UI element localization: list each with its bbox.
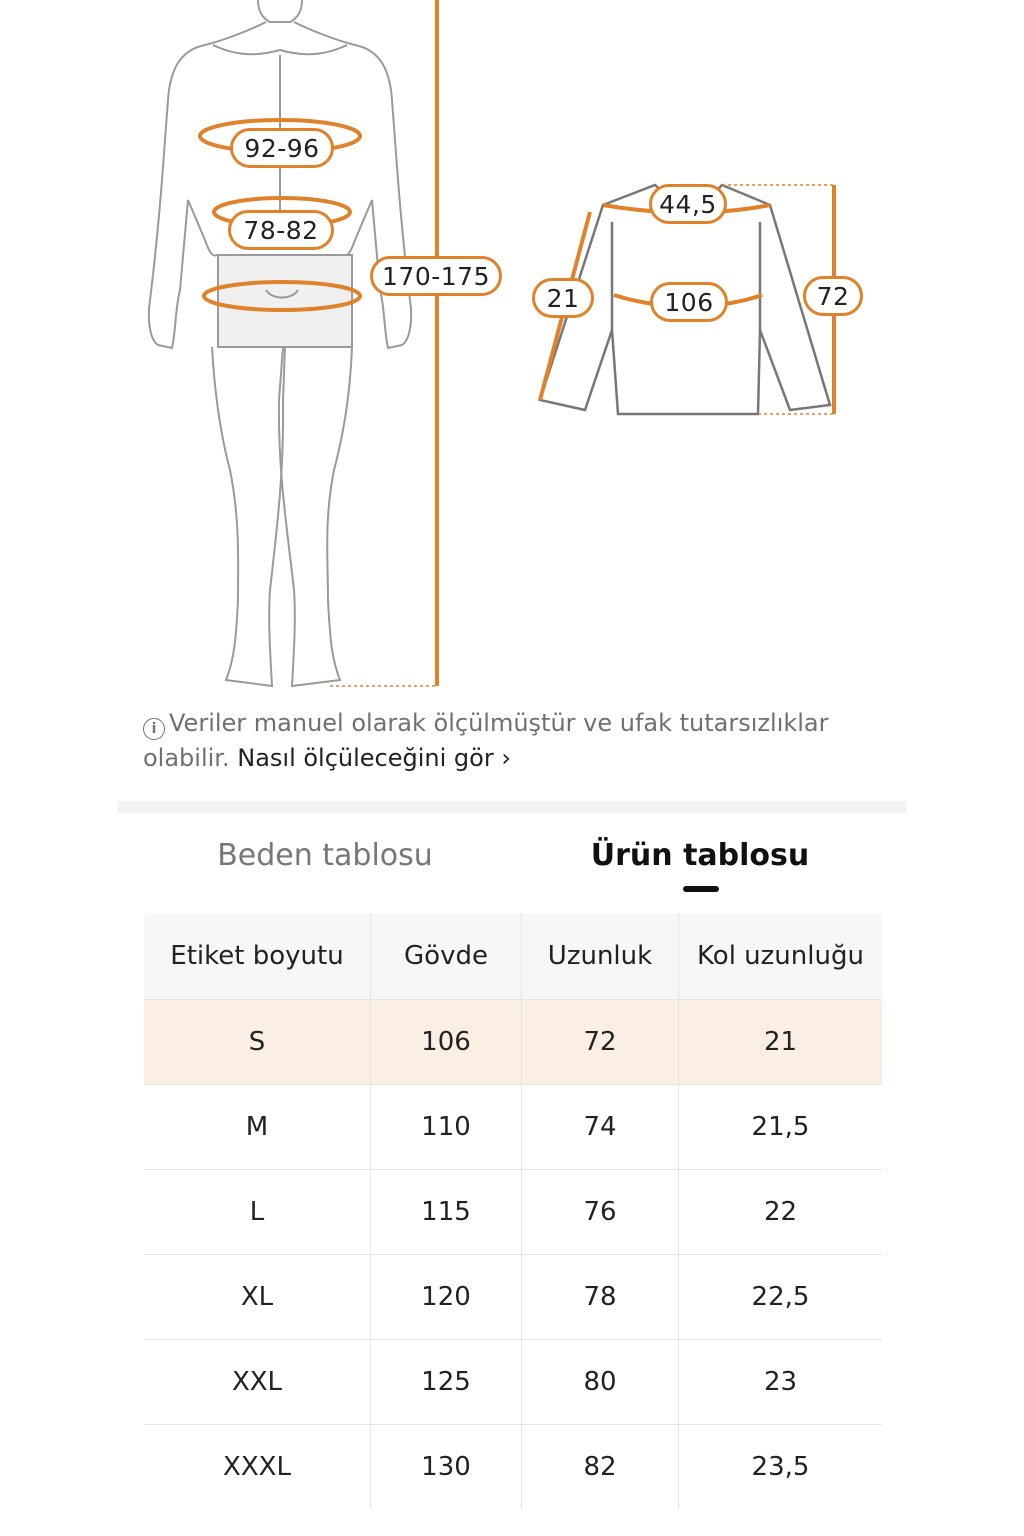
table-row: [144, 1170, 883, 1255]
how-to-measure-link-label: Nasıl ölçüleceğini gör: [237, 744, 494, 772]
garment-chest-measure-label: 106: [650, 282, 728, 322]
measurement-figure: [0, 0, 1024, 700]
length-cell: 82: [522, 1425, 679, 1510]
body-and-garment-illustration: [0, 0, 1024, 700]
note-text: Veriler manuel olarak ölçülmüştür ve ufak tutarsızlıklar olabilir.: [143, 709, 829, 772]
measurement-note: [143, 706, 863, 776]
human-figure-illustration: [149, 0, 411, 686]
header-body: Gövde: [371, 913, 522, 1000]
length-cell: 74: [522, 1085, 679, 1170]
table-row: [144, 1085, 883, 1170]
sleeve-measure-label: 21: [532, 278, 594, 318]
length-cell: 80: [522, 1340, 679, 1425]
chevron-right-icon: ›: [501, 744, 511, 772]
size-cell: XXXL: [144, 1425, 371, 1510]
body-cell: 125: [371, 1340, 522, 1425]
table-row: [144, 1255, 883, 1340]
length-cell: 72: [522, 1000, 679, 1085]
active-tab-indicator: [683, 886, 719, 892]
tab-product-chart[interactable]: Ürün tablosu: [590, 838, 810, 873]
size-cell: XXL: [144, 1340, 371, 1425]
header-length: Uzunluk: [522, 913, 679, 1000]
info-icon: i: [143, 718, 165, 740]
header-sleeve-length: Kol uzunluğu: [679, 913, 883, 1000]
table-row: [144, 1000, 883, 1085]
header-label-size: Etiket boyutu: [144, 913, 371, 1000]
size-table: [143, 912, 883, 1510]
how-to-measure-link[interactable]: [237, 744, 511, 772]
body-cell: 106: [371, 1000, 522, 1085]
sleeve-cell: 21: [679, 1000, 883, 1085]
sleeve-cell: 21,5: [679, 1085, 883, 1170]
size-cell: XL: [144, 1255, 371, 1340]
table-row: [144, 1425, 883, 1510]
sleeve-cell: 23,5: [679, 1425, 883, 1510]
length-cell: 78: [522, 1255, 679, 1340]
section-divider: [118, 801, 906, 813]
body-cell: 120: [371, 1255, 522, 1340]
length-measure-label: 72: [803, 276, 863, 316]
tab-size-chart[interactable]: Beden tablosu: [217, 838, 433, 873]
sleeve-cell: 22,5: [679, 1255, 883, 1340]
waist-measure-label: 78-82: [228, 210, 334, 250]
body-cell: 130: [371, 1425, 522, 1510]
size-cell: S: [144, 1000, 371, 1085]
body-cell: 110: [371, 1085, 522, 1170]
sleeve-cell: 22: [679, 1170, 883, 1255]
size-cell: L: [144, 1170, 371, 1255]
height-measure-label: 170-175: [370, 256, 502, 296]
length-cell: 76: [522, 1170, 679, 1255]
table-header-row: [144, 913, 883, 1000]
size-cell: M: [144, 1085, 371, 1170]
shoulder-measure-label: 44,5: [649, 184, 727, 224]
table-row: [144, 1340, 883, 1425]
chest-measure-label: 92-96: [230, 128, 334, 168]
sleeve-cell: 23: [679, 1340, 883, 1425]
body-cell: 115: [371, 1170, 522, 1255]
